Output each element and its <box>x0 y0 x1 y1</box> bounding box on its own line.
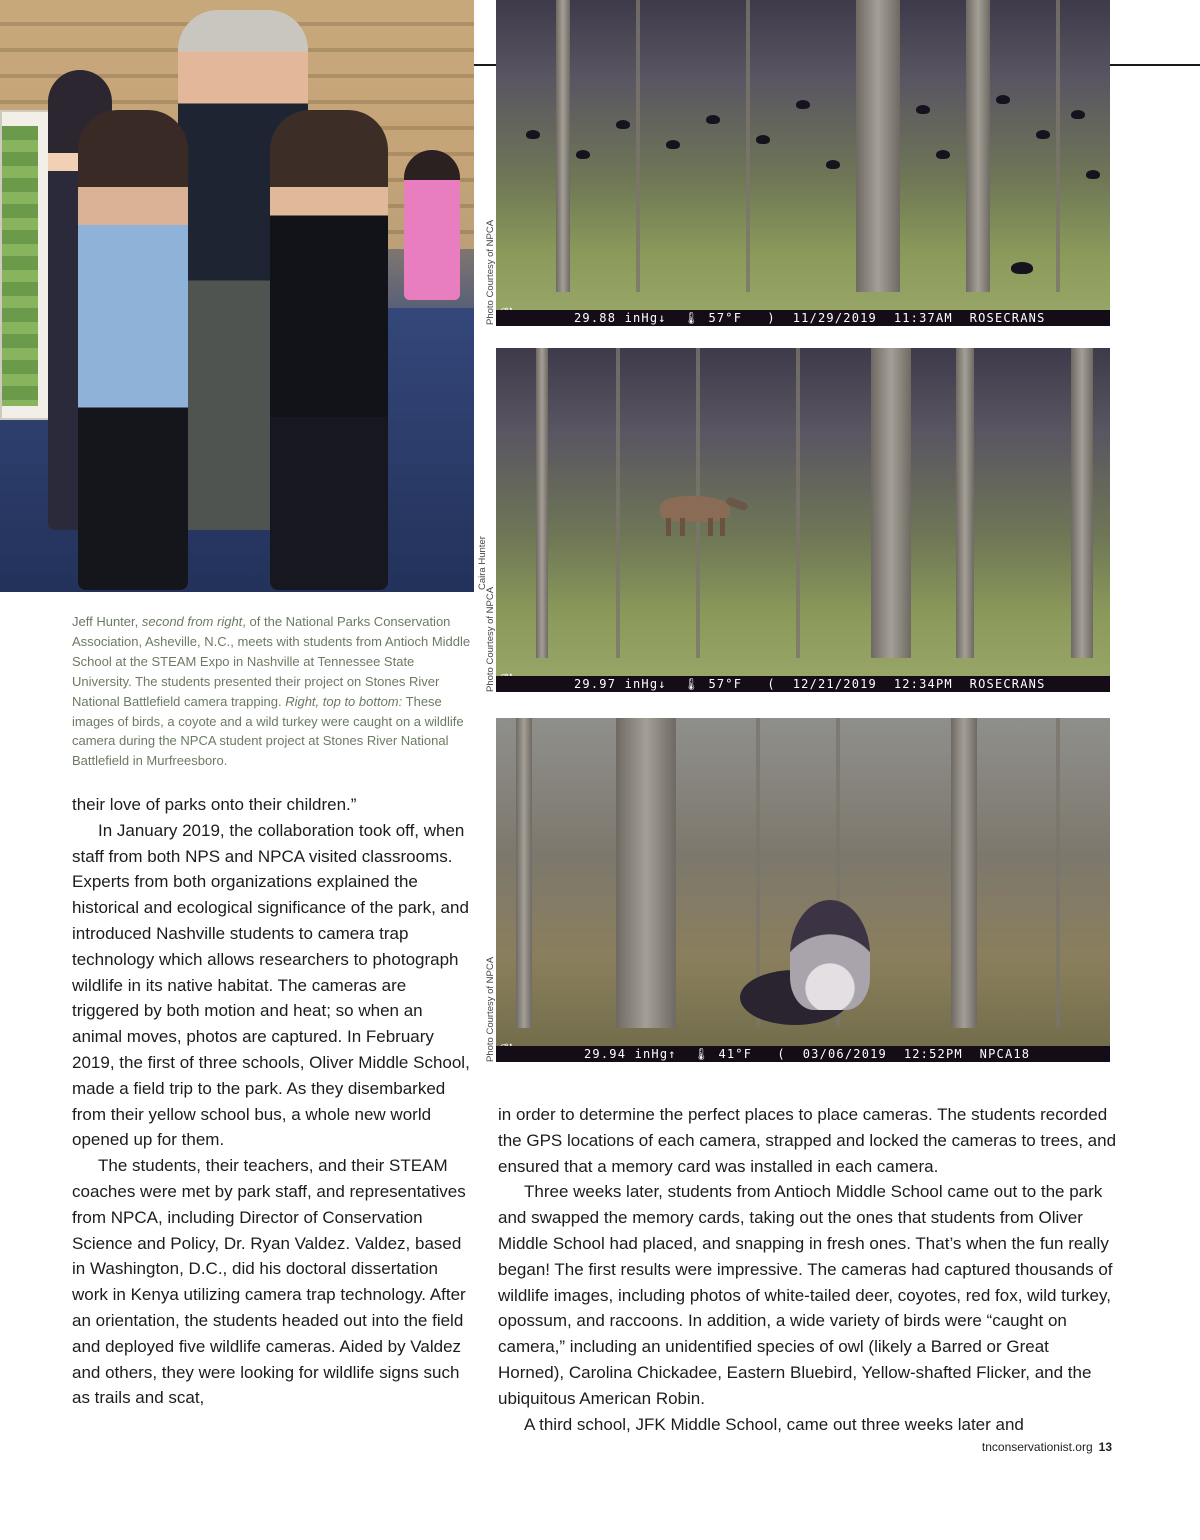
person-background-seated <box>404 150 460 300</box>
bird <box>1071 110 1085 119</box>
trailcam-photo-coyote <box>496 348 1110 692</box>
bird <box>526 130 540 139</box>
body-column-left <box>72 792 472 1411</box>
thermometer-icon: 🌡 <box>683 677 700 691</box>
page-number: 13 <box>1098 1440 1112 1454</box>
moon-phase-icon: ) <box>767 311 776 325</box>
bird <box>616 120 630 129</box>
tree-trunk <box>536 348 548 658</box>
bird <box>1086 170 1100 179</box>
bird <box>796 100 810 109</box>
tree-trunk <box>871 348 911 658</box>
tree-sapling <box>1056 0 1060 292</box>
top-rule-right <box>1110 64 1200 66</box>
tree-trunk <box>856 0 900 292</box>
tree-sapling <box>636 0 640 292</box>
trailcam-info-strip: 29.97 inHg↓ 🌡 57°F ( 12/21/2019 12:34PM ROSECRANS <box>496 676 1110 692</box>
bird <box>936 150 950 159</box>
bird <box>996 95 1010 104</box>
wild-turkey <box>730 900 880 1040</box>
body-paragraph: their love of parks onto their children.” <box>72 795 357 814</box>
body-column-right <box>498 1102 1118 1437</box>
tree-sapling <box>796 348 800 658</box>
thermometer-icon: 🌡 <box>693 1047 710 1061</box>
tree-trunk <box>616 718 676 1028</box>
moon-phase-icon: ( <box>777 1047 786 1061</box>
bird <box>576 150 590 159</box>
body-paragraph: In January 2019, the collaboration took off, when staff from both NPS and NPCA visited classrooms. Experts from both organizations explained the historical and ecological significance of the park, and introduced Nashville students to camera trap technology which allows researchers to photograph wildlife in its native habitat. The cameras are triggered by both motion and heat; so when an animal moves, photos are captured. In February 2019, the first of three schools, Oliver Middle School, made a field trip to the park. As they disembarked from their yellow school bus, a whole new world opened up for them. <box>72 820 470 1150</box>
trailcam-photo-birds <box>496 0 1110 326</box>
body-paragraph: A third school, JFK Middle School, came out three weeks later and <box>524 1414 1024 1434</box>
tree-sapling <box>746 0 750 292</box>
photo-credit-group: Caira Hunter <box>477 536 488 590</box>
tree-trunk <box>1071 348 1093 658</box>
bird <box>666 140 680 149</box>
tree-sapling <box>1056 718 1060 1028</box>
bird <box>756 135 770 144</box>
thermometer-icon: 🌡 <box>683 311 700 325</box>
tree-trunk <box>556 0 570 292</box>
page-footer <box>982 1440 1112 1454</box>
group-photo <box>0 0 474 592</box>
top-rule-left <box>474 64 496 66</box>
photo-credit-coyote: Photo Courtesy of NPCA <box>485 586 496 692</box>
person-student-right <box>270 110 388 590</box>
bird <box>826 160 840 169</box>
person-student-left <box>78 110 188 590</box>
photo-credit-birds: Photo Courtesy of NPCA <box>485 219 496 325</box>
body-paragraph: in order to determine the perfect places to place cameras. The students recorded the GPS locations of each camera, strapped and locked the cameras to trees, and ensured that a memory card was installed in each camera. <box>498 1105 1117 1176</box>
tree-trunk <box>516 718 532 1028</box>
tree-trunk <box>956 348 974 658</box>
tree-trunk <box>951 718 977 1028</box>
photo-credit-turkey: Photo Courtesy of NPCA <box>485 956 496 1062</box>
coyote <box>652 490 744 536</box>
bird <box>916 105 930 114</box>
bird <box>1011 262 1033 274</box>
bird <box>1036 130 1050 139</box>
photo-caption: Jeff Hunter, second from right, of the National Parks Conservation Association, Asheville, N.C., meets with students from Antioch Middle School at the STEAM Expo in Nashville at Tennessee State University. The students presented their project on Stones River National Battlefield camera trapping. Right, top to bottom: These images of birds, a coyote and a wild turkey were caught on a wildlife camera during the NPCA student project at Stones River National Battlefield in Murfreesboro. <box>72 614 471 769</box>
body-paragraph: Three weeks later, students from Antioch Middle School came out to the park and swapped the memory cards, taking out the ones that students from Oliver Middle School had placed, and snapping in fresh ones. That’s when the fun really began! The first results were impressive. The cameras had captured thousands of wildlife images, including photos of white-tailed deer, coyotes, red fox, wild turkey, opossum, and raccoons. In addition, a wide variety of birds were “caught on camera,” including an unidentified species of owl (likely a Barred or Great Horned), Carolina Chickadee, Eastern Bluebird, Yellow-shafted Flicker, and the ubiquitous American Robin. <box>498 1182 1113 1408</box>
trailcam-info-strip: 29.88 inHg↓ 🌡 57°F ) 11/29/2019 11:37AM ROSECRANS <box>496 310 1110 326</box>
body-paragraph: The students, their teachers, and their STEAM coaches were met by park staff, and representatives from NPCA, including Director of Conservation Science and Policy, Dr. Ryan Valdez. Valdez, based in Washington, D.C., did his doctoral dissertation work in Kenya utilizing camera trap technology. After an orientation, the students headed out into the field and deployed five wildlife cameras. Aided by Valdez and others, they were looking for wildlife signs such as trails and scat, <box>72 1156 466 1408</box>
bird <box>706 115 720 124</box>
tree-trunk <box>966 0 990 292</box>
tree-sapling <box>616 348 620 658</box>
trailcam-info-strip: 29.94 inHg↑ 🌡 41°F ( 03/06/2019 12:52PM NPCA18 <box>496 1046 1110 1062</box>
footer-site-url: tnconservationist.org <box>981 1440 1093 1454</box>
moon-phase-icon: ( <box>767 677 776 691</box>
